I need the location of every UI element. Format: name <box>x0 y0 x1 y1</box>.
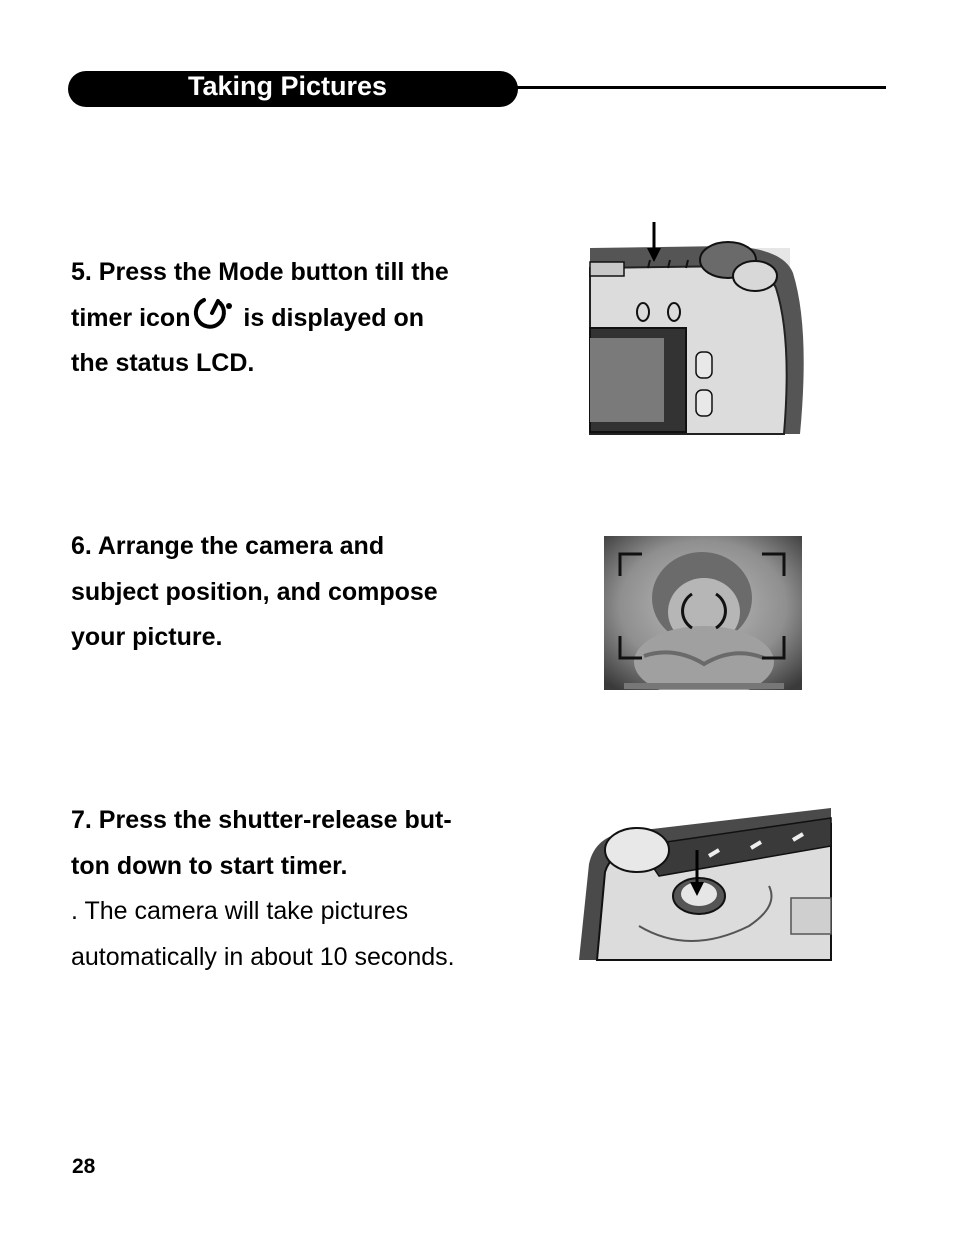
step-6-line-3: your picture. <box>71 623 223 651</box>
step-5-line-1: 5. Press the Mode button till the <box>71 258 449 286</box>
step-7-line-3: . The camera will take pictures <box>71 897 409 925</box>
step-6-text <box>71 524 438 661</box>
camera-top-figure <box>579 806 832 962</box>
step-6-line-1: 6. Arrange the camera and <box>71 532 385 560</box>
viewfinder-photo-figure <box>604 536 802 690</box>
step-5-line-3: the status LCD. <box>71 349 255 377</box>
step-7-line-2: ton down to start timer. <box>71 851 348 880</box>
header-rule <box>510 86 886 89</box>
camera-back-figure <box>588 218 814 436</box>
step-5-line-2a: timer icon <box>71 303 191 332</box>
page-number: 28 <box>72 1155 96 1178</box>
step-5-text <box>71 250 449 387</box>
step-5-line-2b: is displayed on <box>236 303 425 332</box>
step-7-line-1: 7. Press the shutter-release but- <box>71 806 452 834</box>
step-7-line-4: automatically in about 10 seconds. <box>71 942 455 971</box>
timer-icon <box>190 293 236 333</box>
step-6-line-2: subject position, and compose <box>71 577 438 606</box>
section-title: Taking Pictures <box>188 71 388 101</box>
step-7-text <box>71 798 455 980</box>
